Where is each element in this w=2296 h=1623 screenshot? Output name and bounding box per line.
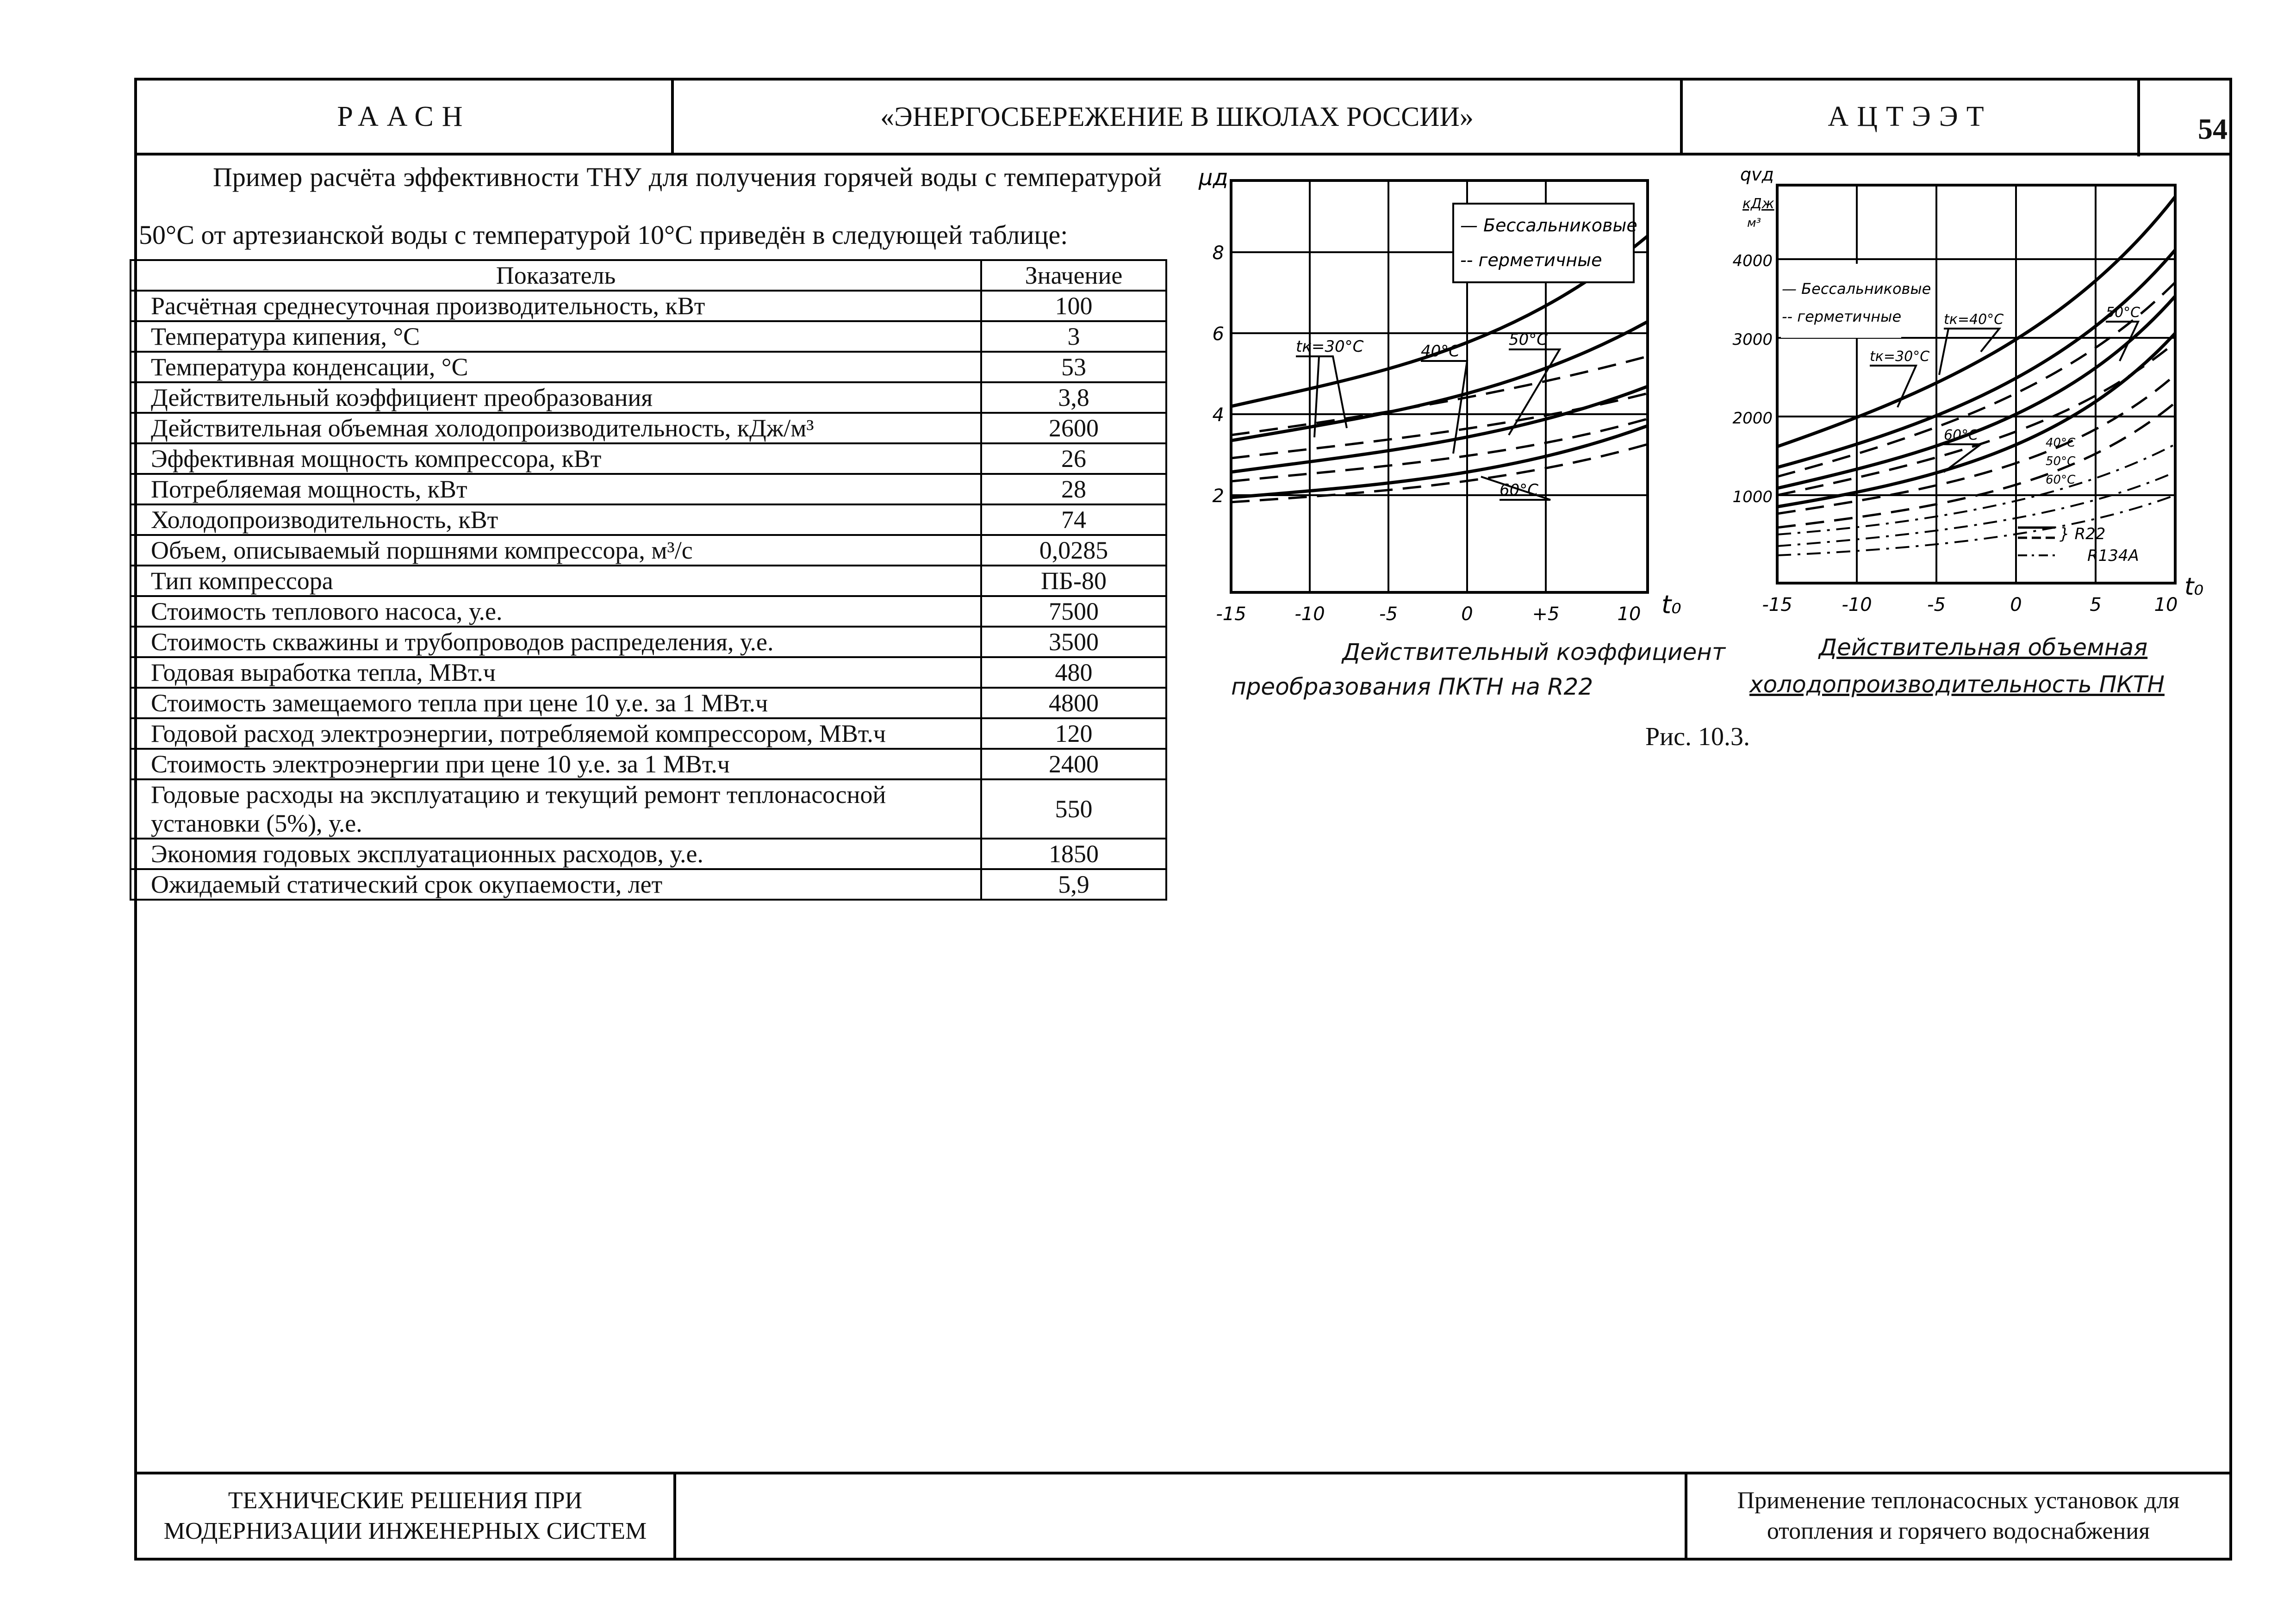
table-row [131, 382, 1166, 413]
row-value: 4800 [981, 688, 1166, 718]
data-table [130, 259, 1167, 901]
qv-annotation-r134a-50: 50°С [2046, 454, 2076, 468]
row-label: Эффективная мощность компрессора, кВт [131, 443, 981, 474]
qv-legend-solid: — Бессальниковые [1782, 280, 1931, 298]
row-value: 74 [981, 504, 1166, 535]
row-label: Действительный коэффициент преобразования [131, 382, 981, 413]
table-row [131, 474, 1166, 504]
row-label: Годовой расход электроэнергии, потребляемой компрессором, МВт.ч [131, 718, 981, 749]
qv-caption-line1: Действительная объемная [1819, 634, 2148, 661]
qv-curve-60-solid [1777, 333, 2175, 507]
footer-center [676, 1474, 1685, 1558]
cop-caption-line1: Действительный коэффициент [1342, 639, 1726, 665]
cop-legend-dashed: -- герметичные [1460, 250, 1602, 270]
row-label: Годовая выработка тепла, МВт.ч [131, 657, 981, 688]
cop-annotation-40: 40°С [1421, 342, 1460, 361]
header-right: АЦТЭЭТ [1828, 100, 1992, 132]
qv-y-tick: 4000 [1732, 252, 1773, 270]
cop-x-ticks [1216, 603, 1641, 625]
table-row [131, 413, 1166, 443]
qv-y-tick: 1000 [1732, 488, 1773, 506]
cop-x-tick: -10 [1294, 603, 1325, 625]
row-value: 53 [981, 352, 1166, 382]
row-label: Стоимость теплового насоса, у.е. [131, 596, 981, 627]
qv-annotation-60: 60°С [1944, 427, 1979, 443]
qv-x-tick: 10 [2154, 594, 2178, 616]
table-row [131, 535, 1166, 566]
qv-y-axis-unit2: м³ [1747, 216, 1761, 230]
header-left: РААСН [337, 100, 471, 132]
footer-left-line2: МОДЕРНИЗАЦИИ ИНЖЕНЕРНЫХ СИСТЕМ [163, 1518, 647, 1544]
table-row [131, 291, 1166, 321]
qv-legend-refrigerant [2018, 525, 2139, 565]
table-header-value: Значение [981, 260, 1166, 291]
qv-y-tick: 3000 [1732, 330, 1773, 349]
cop-y-tick: 8 [1212, 243, 1224, 264]
row-label: Тип компрессора [131, 566, 981, 596]
row-label: Стоимость скважины и трубопроводов распределения, у.е. [131, 627, 981, 657]
table-row [131, 869, 1166, 900]
footer-left-line1: ТЕХНИЧЕСКИЕ РЕШЕНИЯ ПРИ [228, 1487, 583, 1514]
table-row [131, 352, 1166, 382]
row-value: ПБ-80 [981, 566, 1166, 596]
table-row [131, 566, 1166, 596]
row-label [131, 779, 981, 839]
table-row [131, 504, 1166, 535]
table-row [131, 839, 1166, 869]
cop-x-tick: 10 [1617, 603, 1641, 625]
qv-legend [1781, 264, 1931, 338]
qv-x-ticks [1762, 594, 2178, 616]
qv-legend-r134a: R134A [2087, 547, 2139, 565]
chart-volumetric-capacity [1722, 157, 2221, 634]
cop-annotation-50: 50°С [1509, 330, 1548, 349]
footer-right-line2: отопления и горячего водоснабжения [1767, 1518, 2150, 1544]
row-label: Температура кипения, °С [131, 321, 981, 352]
qv-x-tick: -5 [1927, 594, 1946, 616]
qv-x-tick: -15 [1762, 594, 1792, 616]
row-label: Объем, описываемый поршнями компрессора, м³/с [131, 535, 981, 566]
page-number: 54 [2198, 112, 2228, 145]
qv-y-axis-label: qvд [1740, 164, 1774, 185]
qv-annotation-50: 50°С [2106, 305, 2140, 321]
row-value: 3500 [981, 627, 1166, 657]
table-row [131, 718, 1166, 749]
cop-y-tick: 6 [1212, 323, 1224, 345]
qv-x-tick: 0 [2010, 594, 2022, 616]
qv-caption-line2: холодопроизводительность ПКТН [1749, 671, 2165, 698]
table-row [131, 749, 1166, 779]
qv-x-axis-label: t₀ [2184, 573, 2204, 601]
row-value: 5,9 [981, 869, 1166, 900]
footer-left [137, 1474, 673, 1558]
footer-right-line1: Применение теплонасосных установок для [1737, 1487, 2180, 1514]
qv-legend-dashed: -- герметичные [1782, 308, 1902, 325]
chart-cop [1185, 157, 1694, 643]
qv-x-tick: -10 [1842, 594, 1872, 616]
row-value: 28 [981, 474, 1166, 504]
row-value: 7500 [981, 596, 1166, 627]
row-label: Расчётная среднесуточная производительность, кВт [131, 291, 981, 321]
row-value: 2600 [981, 413, 1166, 443]
cop-x-tick: -5 [1379, 603, 1398, 625]
footer-right [1687, 1474, 2229, 1558]
row-label-text: Годовые расходы на эксплуатацию и текущий ремонт теплонасосной установки (5%), у.е. [151, 781, 886, 837]
table-row [131, 443, 1166, 474]
qv-annotation-r134a-60: 60°С [2046, 473, 2076, 487]
qv-x-tick: 5 [2090, 594, 2102, 616]
cop-legend [1453, 204, 1637, 282]
cop-y-axis-label: μд [1199, 165, 1228, 191]
cop-x-tick: -15 [1216, 603, 1246, 625]
cop-curve-60-solid [1231, 426, 1648, 497]
table-header-indicator: Показатель [131, 260, 981, 291]
cop-x-tick: 0 [1461, 603, 1473, 625]
row-value: 26 [981, 443, 1166, 474]
cop-y-tick: 4 [1212, 404, 1224, 426]
row-value: 3,8 [981, 382, 1166, 413]
qv-annotation-r134a-40: 40°С [2046, 436, 2076, 450]
header-center: «ЭНЕРГОСБЕРЕЖЕНИЕ В ШКОЛАХ РОССИИ» [880, 101, 1474, 132]
row-label: Стоимость электроэнергии при цене 10 у.е. за 1 МВт.ч [131, 749, 981, 779]
row-label: Стоимость замещаемого тепла при цене 10 у.е. за 1 МВт.ч [131, 688, 981, 718]
qv-y-tick: 2000 [1732, 409, 1773, 428]
figure-label: Рис. 10.3. [1645, 722, 1750, 751]
row-value: 2400 [981, 749, 1166, 779]
row-label: Экономия годовых эксплуатационных расходов, у.е. [131, 839, 981, 869]
row-value: 1850 [981, 839, 1166, 869]
row-label: Холодопроизводительность, кВт [131, 504, 981, 535]
row-value: 100 [981, 291, 1166, 321]
table-row [131, 657, 1166, 688]
row-value: 120 [981, 718, 1166, 749]
cop-curve-40-solid [1231, 322, 1648, 441]
row-label: Ожидаемый статический срок окупаемости, лет [131, 869, 981, 900]
cop-y-tick: 2 [1212, 485, 1224, 507]
row-label: Температура конденсации, °С [131, 352, 981, 382]
intro-paragraph: Пример расчёта эффективности ТНУ для получения горячей воды с температурой 50°С от артезианской воды с температурой 10°С приведён в следующей таблице: [139, 162, 1162, 250]
cop-x-tick: +5 [1532, 603, 1560, 625]
cop-annotation-60: 60°С [1500, 481, 1539, 499]
cop-caption-line2: преобразования ПКТН на R22 [1231, 673, 1593, 700]
cop-annotation-30: tк=30°С [1296, 337, 1364, 356]
qv-legend-r22: } R22 [2060, 525, 2106, 543]
cop-legend-solid: — Бессальниковые [1460, 215, 1637, 236]
row-value: 550 [981, 779, 1166, 839]
table-row [131, 627, 1166, 657]
row-value: 3 [981, 321, 1166, 352]
cop-y-ticks [1213, 243, 1224, 507]
table-row [131, 321, 1166, 352]
qv-y-axis-unit: кДж [1742, 196, 1774, 212]
table-row [131, 596, 1166, 627]
table-row [131, 688, 1166, 718]
row-value: 0,0285 [981, 535, 1166, 566]
row-label: Потребляемая мощность, кВт [131, 474, 981, 504]
cop-x-axis-label: t₀ [1661, 590, 1681, 619]
table-row [131, 779, 1166, 839]
row-label: Действительная объемная холодопроизводительность, кДж/м³ [131, 413, 981, 443]
row-value: 480 [981, 657, 1166, 688]
qv-annotation-30: tк=30°С [1870, 348, 1930, 365]
qv-annotation-40: tк=40°С [1944, 311, 2004, 328]
cop-curve-30-dash [1231, 356, 1648, 435]
qv-y-ticks [1732, 252, 1773, 506]
